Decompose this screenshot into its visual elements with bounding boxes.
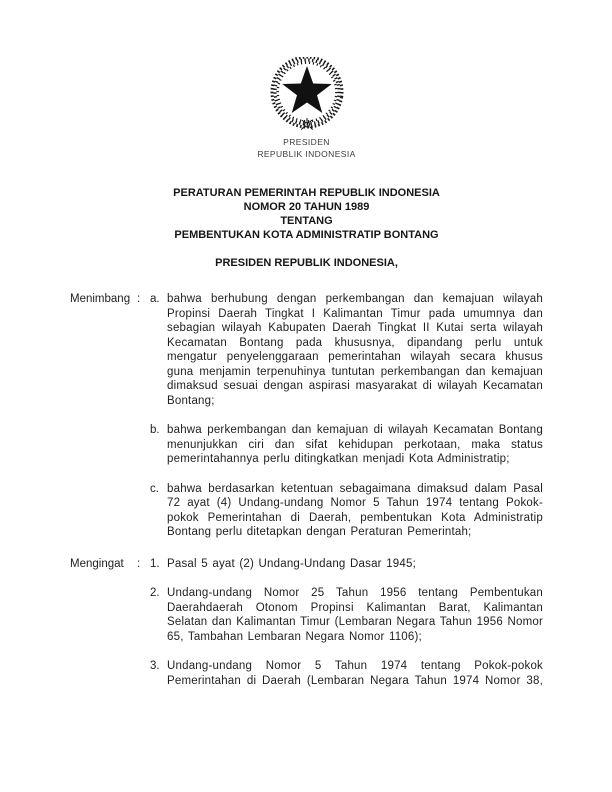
clause-text: Pasal 5 ayat (2) Undang-Undang Dasar 1945;: [167, 557, 416, 570]
title-line-pembentukan: PEMBENTUKAN KOTA ADMINISTRATIP BONTANG: [174, 229, 439, 241]
presidential-emblem: [70, 57, 543, 160]
title-line-nomor: NOMOR 20 TAHUN 1989: [243, 201, 370, 213]
section-colon: :: [137, 293, 141, 305]
clause-row: [70, 659, 543, 688]
section-mengingat: [70, 557, 543, 689]
document-body: [70, 292, 543, 688]
clause-row: [70, 586, 543, 644]
title-line-peraturan: PERATURAN PEMERINTAH REPUBLIK INDONESIA: [173, 187, 440, 199]
clause-row: [70, 482, 543, 540]
clause-text: bahwa perkembangan dan kemajuan di wilayah Kecamatan Bontang menunjukkan ciri dan sifat kehidupan perkotaan, maka status pemerintahannya perlu ditingkatkan menjadi Kota Administratip;: [167, 424, 543, 465]
section-label: Menimbang: [70, 293, 131, 305]
clause-marker: b.: [150, 424, 160, 436]
clause-marker: c.: [150, 482, 159, 495]
section-label: Mengingat: [70, 557, 124, 570]
section-menimbang: [70, 292, 543, 540]
clause-text: Undang-undang Nomor 25 Tahun 1956 tentang Pembentukan Daerahdaerah Otonom Propinsi Kalimantan Barat, Kalimantan Selatan dan Kalimantan Timur (Lembaran Negara Tahun 1956 Nomor 65, Tambahan Lembaran Negara Nomor 1106);: [167, 587, 543, 643]
star-wreath-icon: [263, 57, 351, 133]
emblem-caption-republik-indonesia: REPUBLIK INDONESIA: [257, 148, 356, 159]
clause-marker: a.: [150, 293, 160, 305]
clause-row: [70, 423, 543, 467]
star-glyph: [282, 66, 331, 113]
regulation-title: [70, 186, 543, 242]
clause-marker: 3.: [150, 660, 160, 672]
clause-marker: 2.: [150, 587, 160, 599]
emblem-caption-presiden: PRESIDEN: [283, 137, 330, 147]
section-colon: :: [137, 557, 141, 570]
clause-row: [70, 292, 543, 408]
clause-row: [70, 557, 543, 572]
clause-text: Undang-undang Nomor 5 Tahun 1974 tentang Pokok-pokok Pemerintahan di Daerah (Lembaran Negara Tahun 1974 Nomor 38,: [167, 660, 543, 687]
clause-text: bahwa berdasarkan ketentuan sebagaimana dimaksud dalam Pasal 72 ayat (4) Undang-undang Nomor 5 Tahun 1974 tentang Pokok-pokok Pemerintahan di Daerah, pembentukan Kota Administratip Bontang perlu ditetapkan dengan Peraturan Pemerintah;: [167, 482, 543, 538]
salutation-line: PRESIDEN REPUBLIK INDONESIA,: [215, 257, 398, 269]
emblem-caption: [70, 137, 543, 160]
clause-marker: 1.: [150, 557, 160, 570]
title-line-tentang: TENTANG: [280, 215, 333, 227]
clause-text: bahwa berhubung dengan perkembangan dan kemajuan wilayah Propinsi Daerah Tingkat I Kalimantan Timur pada umumnya dan sebagian wilayah Kabupaten Daerah Tingkat II Kutai serta wilayah Kecamatan Bontang pada khususnya, dipandang perlu untuk mengatur penyelenggaraan pemerintahan wilayah secara khusus guna menjamin terpenuhinya tuntutan perkembangan dan kemajuan dimaksud sesuai dengan aspirasi masyarakat di wilayah Kecamatan Bontang;: [167, 293, 543, 407]
